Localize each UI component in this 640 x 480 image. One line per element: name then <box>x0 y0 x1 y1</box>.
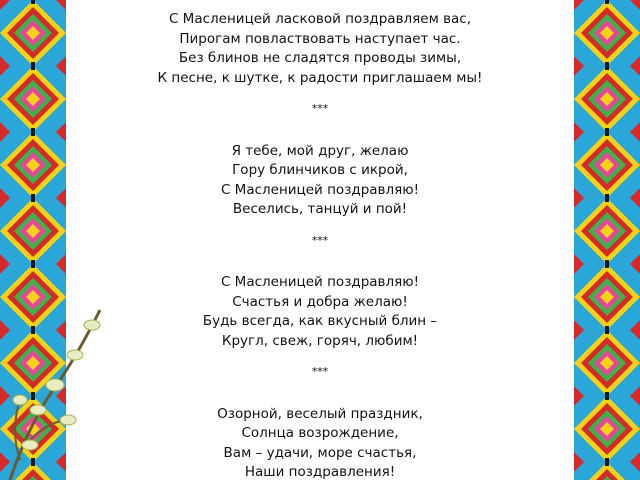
poem-line: Наши поздравления! <box>244 464 396 480</box>
right-ornament-border <box>574 0 640 480</box>
embroidery-pattern-right <box>574 0 640 480</box>
stanza-separator: *** <box>311 233 329 247</box>
stanza-separator: *** <box>311 365 329 378</box>
poem-line: Кругл, свеж, горяч, любим! <box>221 332 419 349</box>
poem-stanza-3 <box>66 273 574 351</box>
poem-line: Гору блинчиков с икрой, <box>232 162 408 178</box>
poem-line: С Масленицей поздравляю! <box>220 181 420 198</box>
poem-line: Будь всегда, как вкусный блин – <box>202 313 438 329</box>
poem-line: Вам – удачи, море счастья, <box>223 444 417 461</box>
poem-line: Счастья и добра желаю! <box>232 293 408 310</box>
stanza-separator: *** <box>311 102 329 115</box>
poem-line: Пирогам повластвовать наступает час. <box>179 30 461 47</box>
poem-line: С Масленицей ласковой поздравляем вас, <box>168 11 472 27</box>
poem-stanza-4 <box>66 405 574 480</box>
poem-stanza-2 <box>66 142 574 220</box>
poem-line: Солнца возрождение, <box>241 425 399 441</box>
poem-stanza-1 <box>66 10 574 88</box>
poem-text <box>66 10 574 480</box>
poem-line: Без блинов не сладятся проводы зимы, <box>178 50 462 66</box>
poem-line: К песне, к шутке, к радости приглашаем мы! <box>157 69 483 86</box>
poem-line: Озорной, веселый праздник, <box>217 405 423 422</box>
poem-line: Веселись, танцуй и пой! <box>232 201 408 217</box>
poem-line: Я тебе, мой друг, желаю <box>231 142 409 159</box>
poem-line: С Масленицей поздравляю! <box>220 274 420 290</box>
